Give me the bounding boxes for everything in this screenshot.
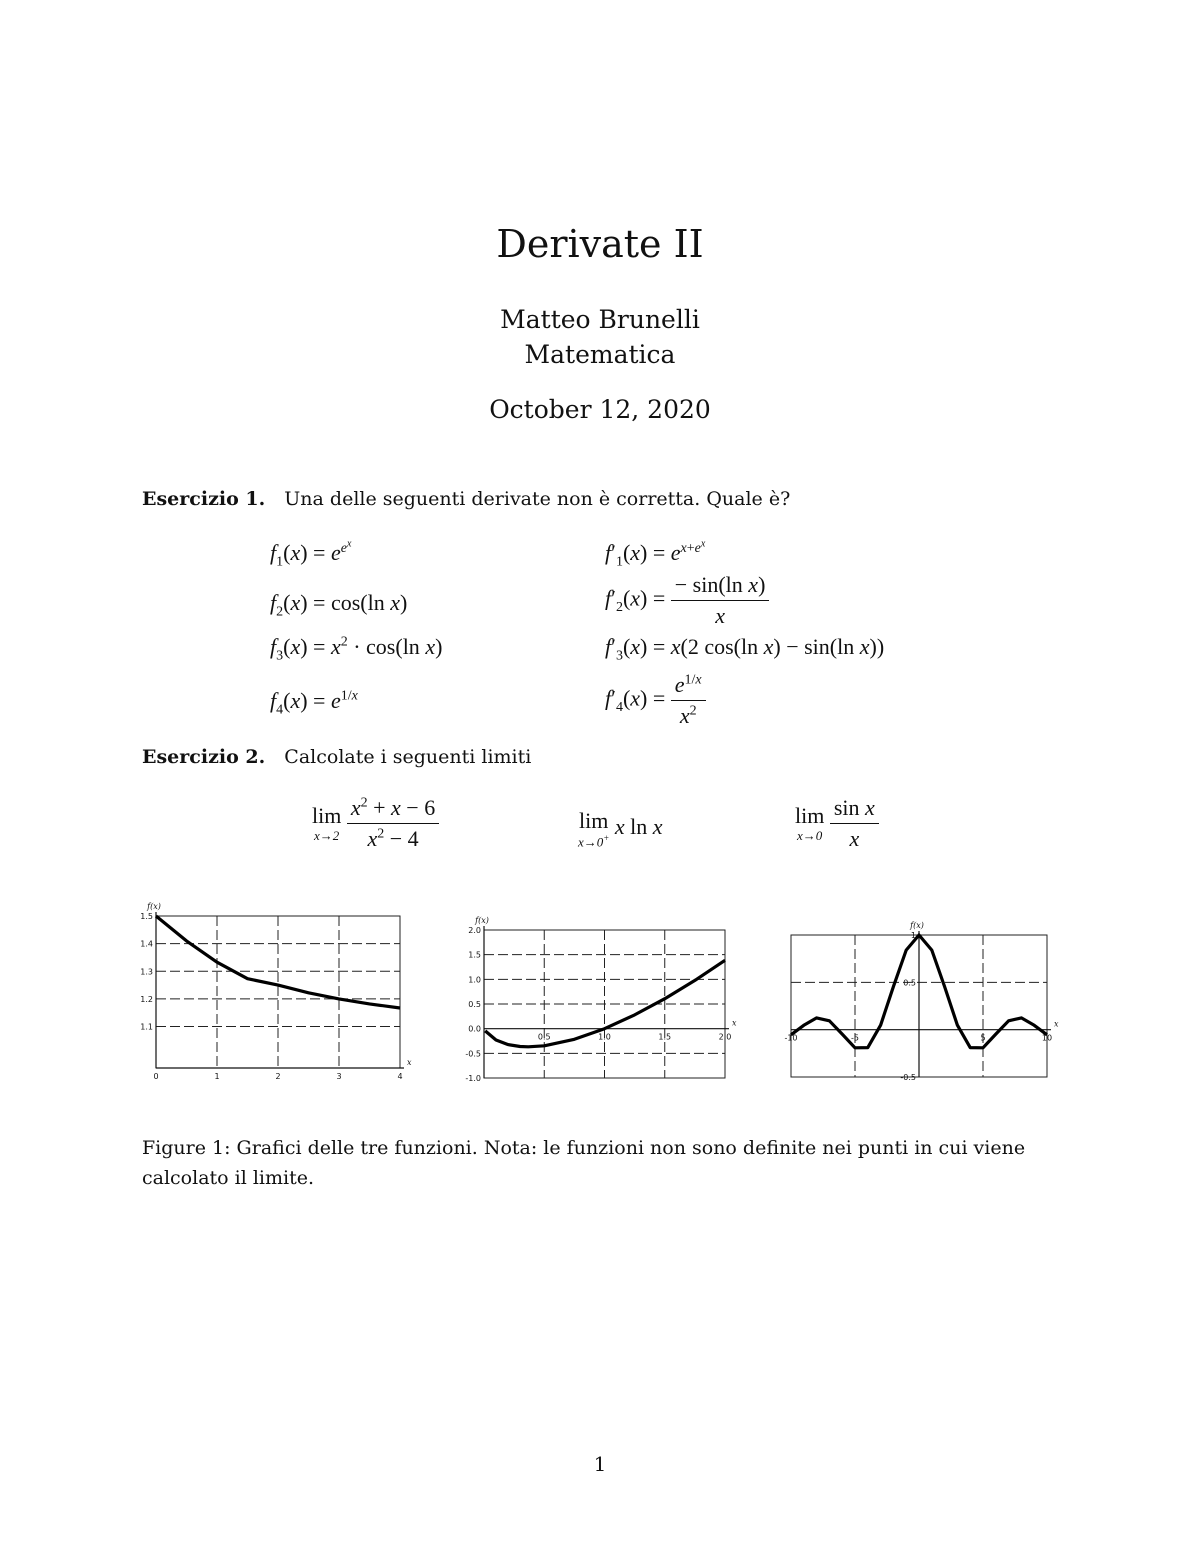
x-axis-label: x bbox=[732, 1018, 737, 1028]
x-tick-label: 2 bbox=[275, 1072, 281, 1081]
figure-caption: Figure 1: Grafici delle tre funzioni. Nota: le funzioni non sono definite nei punti in cui viene calcolato il limite. bbox=[142, 1137, 1026, 1189]
x-tick-label: 2.0 bbox=[718, 1032, 732, 1042]
affiliation: Matematica bbox=[524, 340, 676, 369]
page-title: Derivate II bbox=[496, 222, 704, 266]
author: Matteo Brunelli bbox=[500, 305, 700, 334]
f4-definition: $f_4(x) = e^{1/x}$ bbox=[270, 688, 358, 718]
y-axis-label: f(x) bbox=[147, 902, 161, 911]
chart-1 bbox=[140, 898, 415, 1092]
y-tick-label: 0.5 bbox=[903, 978, 916, 988]
y-tick-label: 1.2 bbox=[140, 994, 153, 1004]
y-tick-label: 1.5 bbox=[140, 912, 153, 921]
exercise-2-text: Calcolate i seguenti limiti bbox=[284, 746, 532, 768]
x-tick-label: 0.5 bbox=[537, 1032, 551, 1042]
x-tick-label: 3 bbox=[336, 1072, 342, 1081]
chart-2 bbox=[460, 912, 745, 1091]
exercise-2-heading bbox=[142, 746, 531, 768]
page-number: 1 bbox=[593, 1452, 607, 1476]
limit-1: lim x→2 $\frac{x^2 + x - 6}{x^2 - 4}$ bbox=[312, 795, 439, 852]
y-tick-label: 0.5 bbox=[468, 1000, 481, 1009]
x-axis-label: x bbox=[1054, 1019, 1059, 1029]
x-axis-label: x bbox=[407, 1058, 412, 1067]
y-tick-label: 0.0 bbox=[468, 1024, 481, 1034]
f2-derivative: $f'_2(x)$ = $\frac{\text{− sin(ln x)}}{x}$ bbox=[605, 572, 769, 629]
date: October 12, 2020 bbox=[489, 395, 711, 424]
chart-1-svg bbox=[140, 898, 415, 1088]
f3-definition: $f_3(x) = x^2 \cdot \cos(\ln$ x) bbox=[270, 634, 443, 664]
y-tick-label: 2.0 bbox=[468, 926, 481, 935]
y-tick-label: 1.4 bbox=[140, 939, 153, 949]
f2-definition: $f_2(x) = \cos(\ln$ x) bbox=[270, 590, 408, 620]
y-tick-label: 1.3 bbox=[140, 967, 153, 977]
x-tick-label: 10 bbox=[1041, 1033, 1053, 1043]
f1-definition: $f_1(x) = e^{e^x}$ bbox=[270, 538, 352, 570]
y-tick-label: 1.5 bbox=[468, 950, 481, 960]
x-tick-label: 0 bbox=[153, 1072, 159, 1081]
exercise-1-heading bbox=[142, 488, 790, 510]
x-tick-label: 4 bbox=[397, 1072, 403, 1081]
limit-3: lim x→0 $\frac{\text{sin x}}{x}$ bbox=[795, 795, 879, 852]
y-tick-label: -0.5 bbox=[465, 1049, 481, 1059]
chart-2-svg bbox=[460, 912, 745, 1087]
f1-derivative: $f'_1(x) = e^{x+e^x}$ bbox=[605, 538, 706, 570]
chart-3 bbox=[775, 905, 1065, 1094]
limit-2: lim x→0+ x ln x bbox=[578, 808, 663, 850]
x-tick-label: 1 bbox=[214, 1072, 220, 1081]
exercise-1-label: Esercizio 1. bbox=[142, 488, 266, 510]
y-axis-label: f(x) bbox=[910, 921, 924, 930]
y-tick-label: -0.5 bbox=[900, 1073, 916, 1082]
x-tick-label: -5 bbox=[851, 1033, 859, 1043]
y-tick-label: 1.0 bbox=[468, 975, 481, 985]
y-axis-label: f(x) bbox=[475, 916, 489, 925]
f3-derivative: $f'_3(x) = x(2$ cos(ln x) − sin(ln x)) bbox=[605, 634, 885, 664]
y-tick-label: 1.1 bbox=[140, 1022, 153, 1032]
f4-derivative: $f'_4(x)$ = $\frac{e^{1/x}}{x^2}$ bbox=[605, 672, 706, 729]
x-tick-label: 1.0 bbox=[598, 1032, 611, 1042]
x-tick-label: 1.5 bbox=[658, 1032, 672, 1042]
exercise-1-text: Una delle seguenti derivate non è corretta. Quale è? bbox=[284, 488, 791, 510]
x-tick-label: 5 bbox=[980, 1033, 986, 1043]
x-tick-label: -10 bbox=[784, 1033, 798, 1043]
y-tick-label: 1 bbox=[910, 931, 916, 940]
y-tick-label: -1.0 bbox=[465, 1074, 481, 1083]
chart-3-svg bbox=[775, 905, 1065, 1090]
exercise-2-label: Esercizio 2. bbox=[142, 746, 266, 768]
